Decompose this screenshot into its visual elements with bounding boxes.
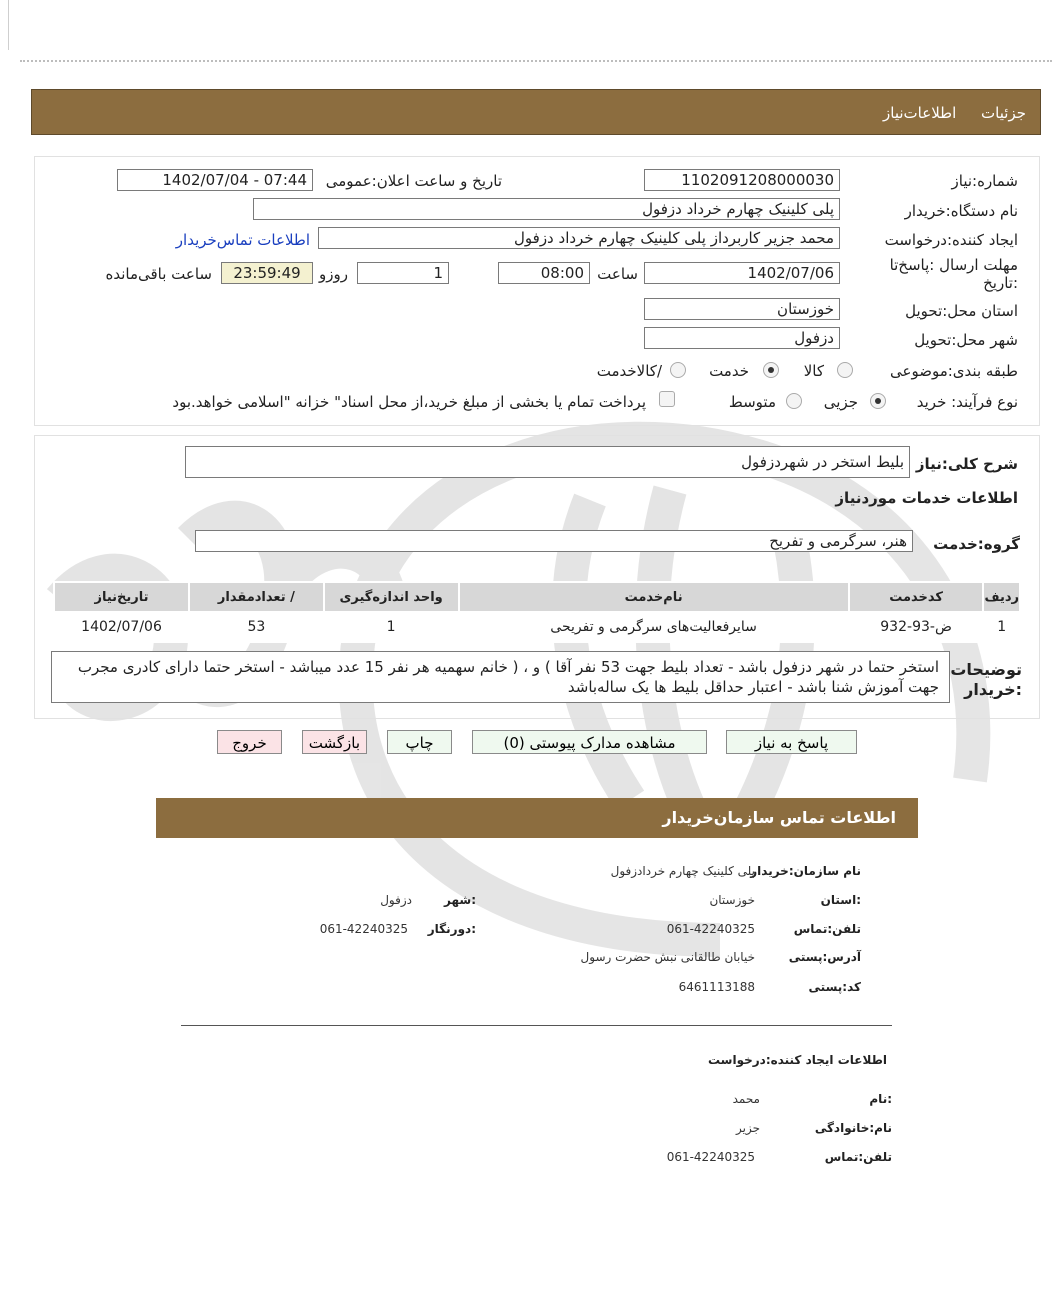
requester-phone-label: تلفن:تماس: [824, 1150, 892, 1164]
breadcrumb-need-info[interactable]: اطلاعات‌نیاز: [883, 104, 957, 122]
print-button[interactable]: چاپ: [387, 730, 452, 754]
services-table-header: [54, 582, 1020, 612]
summary-field: بلیط استخر در شهردزفول: [185, 446, 910, 478]
category-service-radio[interactable]: [763, 362, 779, 378]
requester-label: ایجاد کننده:درخواست: [884, 231, 1018, 249]
buyer-contact-link[interactable]: اطلاعات تماس‌خریدار: [175, 231, 310, 249]
announce-field[interactable]: 1402/07/04 - 07:44: [117, 169, 313, 191]
remaining-time-field: 23:59:49: [221, 262, 313, 284]
category-goods-radio[interactable]: [837, 362, 853, 378]
contact-fax-label: :دورنگار: [427, 922, 476, 936]
category-label: طبقه بندی:موضوعی: [890, 362, 1018, 380]
contact-phone-label: تلفن:تماس: [793, 922, 861, 936]
deadline-label-1: مهلت ارسال :پاسخ‌تا: [889, 256, 1018, 274]
cell-service-name: سایرفعالیت‌های سرگرمی و تفریحی: [459, 612, 849, 642]
city-label: شهر محل:تحویل: [914, 331, 1018, 349]
remaining-label: ساعت باقی‌مانده: [105, 265, 212, 283]
need-info-panel: [34, 156, 1040, 426]
deadline-label-2: :تاریخ: [983, 274, 1018, 292]
process-minor-radio[interactable]: [870, 393, 886, 409]
back-button[interactable]: بازگشت: [302, 730, 367, 754]
days-field[interactable]: 1: [357, 262, 449, 284]
page-header-bar: [31, 89, 1041, 135]
province-field[interactable]: خوزستان: [644, 298, 840, 320]
col-row: ردیف: [983, 582, 1020, 612]
payment-note: پرداخت تمام یا بخشی از مبلغ خرید،از محل اسناد" خزانه "اسلامی خواهد.بود: [172, 393, 646, 411]
contact-divider: [181, 1025, 892, 1026]
process-medium-label: متوسط: [728, 393, 776, 411]
contact-postal-label: کد:پستی: [808, 980, 861, 994]
requester-heading: اطلاعات ایجاد کننده:درخواست: [707, 1053, 887, 1067]
contact-province: خوزستان: [709, 893, 755, 907]
contact-city: دزفول: [380, 893, 412, 907]
process-minor-label: جزیی: [823, 393, 858, 411]
need-number-label: شماره:نیاز: [951, 172, 1018, 190]
summary-label: شرح کلی:نیاز: [915, 455, 1018, 473]
contact-phone: 061-42240325: [666, 922, 755, 936]
requester-family: جزیر: [736, 1121, 760, 1135]
category-goods-service-radio[interactable]: [670, 362, 686, 378]
buyer-desc-box: استخر حتما در شهر دزفول باشد - تعداد بلیط جهت 53 نفر آقا ) و ، ( خانم سهمیه هر نفر 15 عدد میباشد - استخر حتما دارای کادری مجرب جهت آموزش شنا باشد - اعتبار حداقل بلیط ها یک ساله‌باشد: [51, 651, 950, 703]
need-number-field[interactable]: 1102091208000030: [644, 169, 840, 191]
cell-service-code: ض-93-932: [849, 612, 984, 642]
buyer-org-field[interactable]: پلی کلینیک چهارم خرداد دزفول: [253, 198, 840, 220]
deadline-date-field[interactable]: 1402/07/06: [644, 262, 840, 284]
announce-label: تاریخ و ساعت اعلان:عمومی: [325, 172, 502, 190]
contact-org: پلی کلینیک چهارم خردادزفول: [610, 864, 755, 878]
attachments-button[interactable]: مشاهده مدارک پیوستی (0): [472, 730, 707, 754]
contact-address: خیابان طالقانی نبش حضرت رسول: [580, 950, 755, 964]
group-field: هنر، سرگرمی و تفریح: [195, 530, 913, 552]
category-service-label: خدمت: [709, 362, 749, 380]
city-field[interactable]: دزفول: [644, 327, 840, 349]
services-heading: اطلاعات خدمات موردنیاز: [835, 489, 1018, 507]
services-table: [53, 581, 1021, 643]
province-label: استان محل:تحویل: [905, 302, 1018, 320]
requester-name: محمد: [732, 1092, 760, 1106]
col-quantity: / تعدادمقدار: [189, 582, 324, 612]
process-medium-radio[interactable]: [786, 393, 802, 409]
table-row: [54, 612, 1020, 642]
contact-postal: 6461113188: [678, 980, 755, 994]
reply-button[interactable]: پاسخ به نیاز: [726, 730, 857, 754]
category-goods-service-label: /کالاخدمت: [596, 362, 662, 380]
page-edge-line: [8, 0, 9, 50]
buyer-desc-label-1: توضیحات: [950, 660, 1022, 679]
col-service-name: نام‌خدمت: [459, 582, 849, 612]
payment-checkbox[interactable]: [659, 391, 675, 407]
requester-family-label: نام:خانوادگی: [814, 1121, 892, 1135]
col-need-date: تاریخ‌نیاز: [54, 582, 189, 612]
col-service-code: کدخدمت: [849, 582, 984, 612]
group-label: گروه:خدمت: [933, 535, 1020, 553]
requester-phone: 061-42240325: [666, 1150, 755, 1164]
contact-org-label: نام سازمان:خریدار: [750, 864, 861, 878]
breadcrumb: [863, 104, 1026, 122]
days-label: روزو: [319, 265, 348, 283]
contact-fax: 061-42240325: [319, 922, 408, 936]
contact-address-label: آدرس:پستی: [788, 950, 861, 964]
cell-unit: 1: [324, 612, 459, 642]
requester-name-label: :نام: [869, 1092, 892, 1106]
cell-need-date: 1402/07/06: [54, 612, 189, 642]
cell-quantity: 53: [189, 612, 324, 642]
process-label: نوع فرآیند: خرید: [916, 393, 1018, 411]
buyer-desc-label-2: :خریدار: [964, 680, 1022, 699]
contact-header-bar: [156, 798, 918, 838]
time-label: ساعت: [597, 265, 638, 283]
requester-field[interactable]: محمد جزیر کاربرداز پلی کلینیک چهارم خرداد دزفول: [318, 227, 840, 249]
contact-city-label: :شهر: [444, 893, 476, 907]
dotted-divider: [20, 60, 1052, 62]
deadline-time-field[interactable]: 08:00: [498, 262, 590, 284]
contact-title: اطلاعات تماس سازمان‌خریدار: [662, 808, 896, 827]
breadcrumb-details[interactable]: جزئیات: [981, 104, 1026, 122]
cell-row: 1: [983, 612, 1020, 642]
exit-button[interactable]: خروج: [217, 730, 282, 754]
col-unit: واحد اندازه‌گیری: [324, 582, 459, 612]
buyer-org-label: نام دستگاه:خریدار: [904, 202, 1018, 220]
contact-province-label: :استان: [820, 893, 861, 907]
category-goods-label: کالا: [803, 362, 824, 380]
